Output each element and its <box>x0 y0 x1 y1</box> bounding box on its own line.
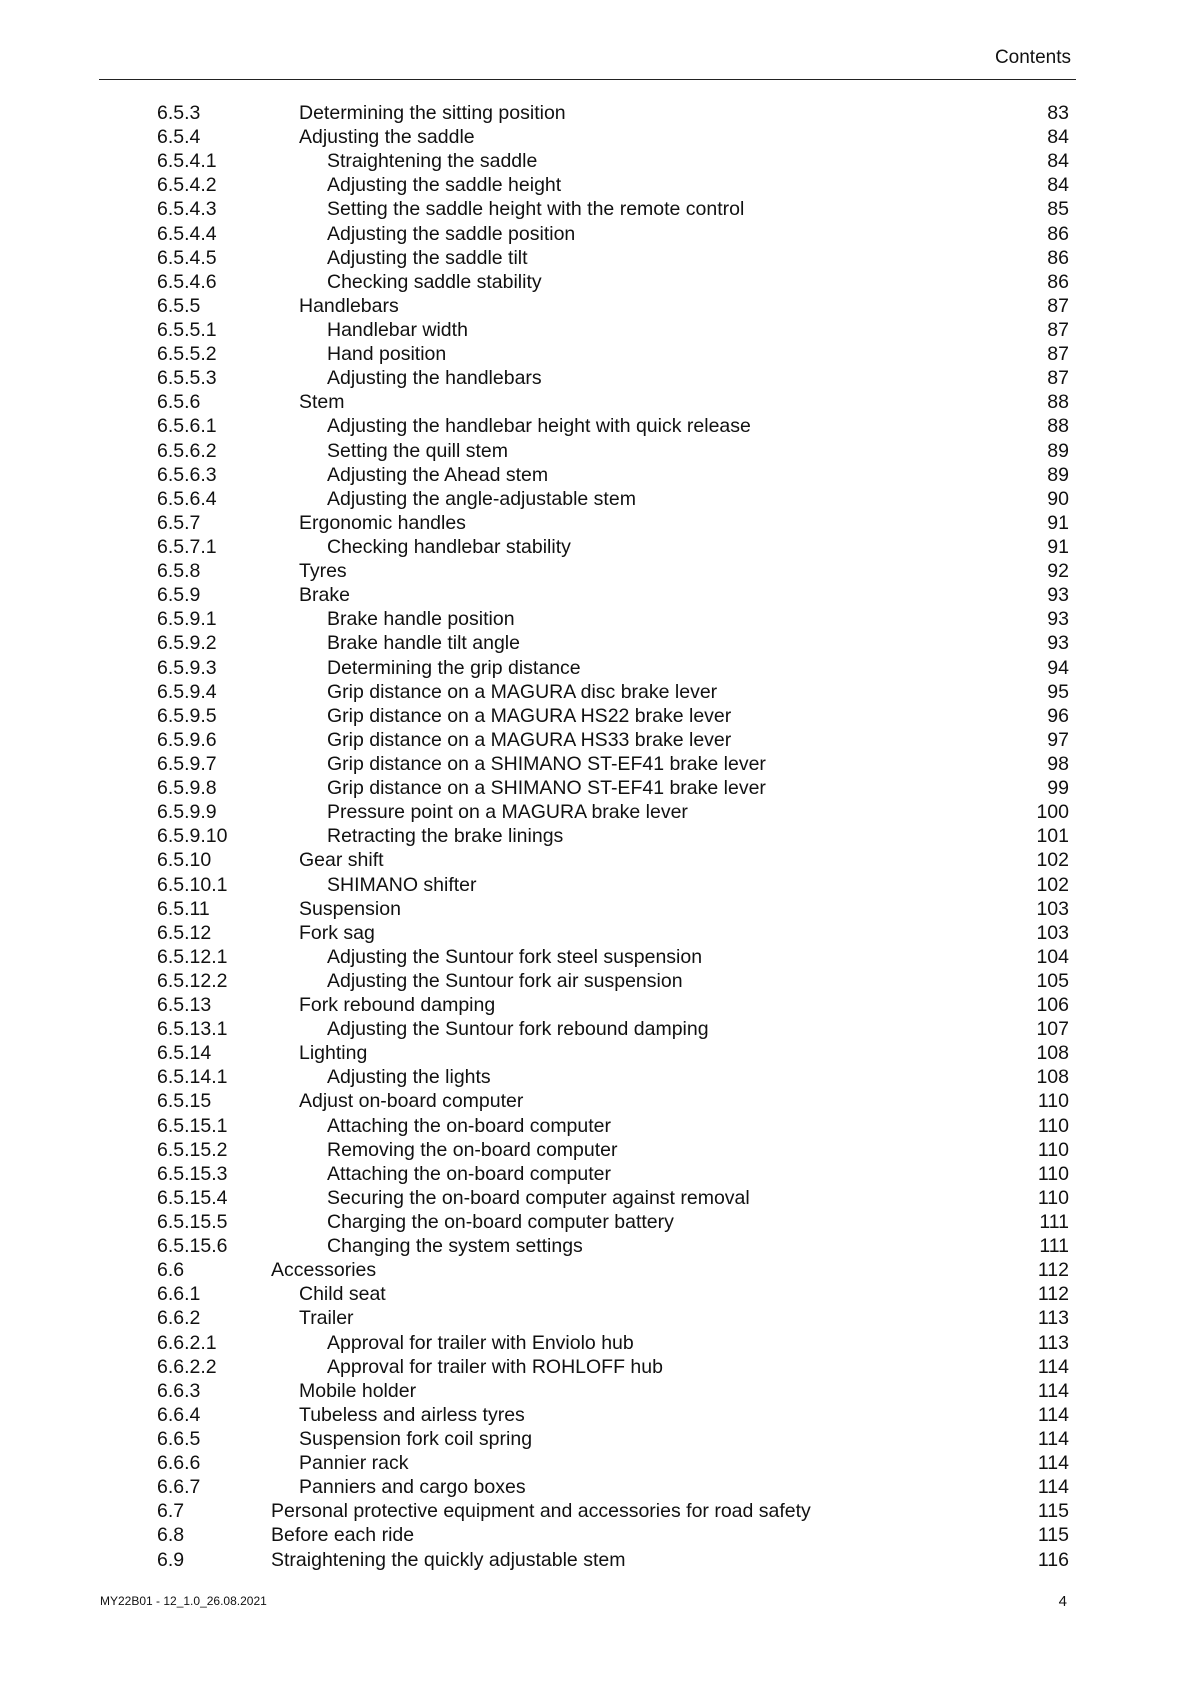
toc-entry[interactable] <box>0 1306 1179 1330</box>
toc-entry[interactable] <box>0 246 1179 270</box>
toc-entry[interactable] <box>0 873 1179 897</box>
toc-entry-title: Adjusting the Ahead stem <box>327 463 549 486</box>
toc-entry-number: 6.5.12.2 <box>157 969 228 992</box>
toc-entry-number: 6.5.14 <box>157 1042 212 1065</box>
footer-page-number: 4 <box>1058 1593 1067 1610</box>
toc-entry[interactable] <box>0 728 1179 752</box>
toc-entry-title: Child seat <box>299 1283 386 1306</box>
toc-entry[interactable] <box>0 704 1179 728</box>
toc-entry-page: 114 <box>1037 1403 1069 1426</box>
toc-entry-number: 6.5.9.4 <box>157 680 217 703</box>
toc-entry-number: 6.5.15 <box>157 1090 212 1113</box>
toc-entry-number: 6.5.12 <box>157 921 212 944</box>
toc-entry[interactable] <box>0 1089 1179 1113</box>
toc-entry-number: 6.5.9.9 <box>157 801 217 824</box>
toc-entry-page: 86 <box>1047 246 1069 269</box>
toc-entry[interactable] <box>0 1258 1179 1282</box>
toc-entry-title: Tyres <box>299 560 347 583</box>
toc-entry-title: Gear shift <box>299 849 384 872</box>
toc-entry-page: 92 <box>1047 560 1069 583</box>
toc-entry-page: 87 <box>1047 318 1069 341</box>
toc-entry-title: Checking handlebar stability <box>327 535 571 558</box>
toc-entry-number: 6.5.4.4 <box>157 222 217 245</box>
toc-entry[interactable] <box>0 270 1179 294</box>
toc-entry[interactable] <box>0 993 1179 1017</box>
toc-entry-number: 6.5.9.5 <box>157 704 217 727</box>
toc-entry-number: 6.5.6.2 <box>157 439 217 462</box>
toc-entry-page: 106 <box>1036 994 1069 1017</box>
toc-entry[interactable] <box>0 1017 1179 1041</box>
toc-entry-title: Lighting <box>299 1042 368 1065</box>
toc-entry-title: Adjusting the saddle tilt <box>327 246 528 269</box>
toc-entry[interactable] <box>0 1234 1179 1258</box>
toc-entry-page: 91 <box>1047 535 1069 558</box>
toc-entry-number: 6.5.4.5 <box>157 246 217 269</box>
toc-entry-page: 108 <box>1036 1042 1069 1065</box>
toc-entry-number: 6.5.15.6 <box>157 1235 228 1258</box>
toc-entry-page: 114 <box>1037 1476 1069 1499</box>
toc-entry-number: 6.5.15.4 <box>157 1186 228 1209</box>
toc-entry-number: 6.5.15.3 <box>157 1162 228 1185</box>
toc-entry-number: 6.6.1 <box>157 1283 201 1306</box>
toc-entry[interactable] <box>0 1186 1179 1210</box>
toc-entry-number: 6.5.11 <box>157 897 210 920</box>
toc-entry-title: Stem <box>299 391 345 414</box>
footer-document-id: MY22B01 - 12_1.0_26.08.2021 <box>100 1594 267 1608</box>
toc-entry-number: 6.6 <box>157 1259 185 1282</box>
toc-entry-page: 111 <box>1039 1235 1069 1258</box>
toc-entry[interactable] <box>0 1403 1179 1427</box>
table-of-contents <box>0 101 1179 1572</box>
toc-entry-page: 84 <box>1047 150 1069 173</box>
toc-entry-title: Attaching the on-board computer <box>327 1162 612 1185</box>
toc-entry[interactable] <box>0 1282 1179 1306</box>
toc-entry[interactable] <box>0 1331 1179 1355</box>
toc-entry-page: 103 <box>1036 921 1069 944</box>
toc-entry-title: Accessories <box>271 1259 377 1282</box>
toc-entry[interactable] <box>0 173 1179 197</box>
toc-entry[interactable] <box>0 824 1179 848</box>
toc-entry-page: 93 <box>1047 632 1069 655</box>
toc-entry-title: Adjusting the lights <box>327 1066 491 1089</box>
toc-entry[interactable] <box>0 366 1179 390</box>
toc-entry[interactable] <box>0 1451 1179 1475</box>
toc-entry-number: 6.5.14.1 <box>157 1066 228 1089</box>
toc-entry[interactable] <box>0 390 1179 414</box>
toc-entry-number: 6.5.9.6 <box>157 728 217 751</box>
toc-entry-title: Adjusting the angle-adjustable stem <box>327 487 636 510</box>
toc-entry-number: 6.6.6 <box>157 1452 201 1475</box>
toc-entry-number: 6.5.4.3 <box>157 198 217 221</box>
toc-entry[interactable] <box>0 1523 1179 1547</box>
toc-entry-number: 6.5.6.4 <box>157 487 217 510</box>
toc-entry-number: 6.7 <box>157 1500 185 1523</box>
toc-entry-number: 6.5.9.10 <box>157 825 228 848</box>
toc-entry-title: Straightening the quickly adjustable stem <box>271 1548 626 1571</box>
toc-entry-title: Grip distance on a MAGURA HS33 brake lever <box>327 728 732 751</box>
toc-entry[interactable] <box>0 656 1179 680</box>
toc-entry[interactable] <box>0 414 1179 438</box>
toc-entry-number: 6.5.9.2 <box>157 632 217 655</box>
toc-entry[interactable] <box>0 1548 1179 1572</box>
toc-entry-page: 87 <box>1047 367 1069 390</box>
toc-entry[interactable] <box>0 222 1179 246</box>
toc-entry-title: Suspension <box>299 897 401 920</box>
toc-entry-title: Removing the on-board computer <box>327 1138 618 1161</box>
toc-entry-number: 6.5.6.3 <box>157 463 217 486</box>
toc-entry-title: Handlebar width <box>327 318 468 341</box>
toc-entry-title: Pannier rack <box>299 1452 409 1475</box>
toc-entry-number: 6.5.9.3 <box>157 656 217 679</box>
toc-entry-page: 99 <box>1047 777 1069 800</box>
toc-entry-page: 86 <box>1047 222 1069 245</box>
toc-entry-title: Checking saddle stability <box>327 270 542 293</box>
toc-entry[interactable] <box>0 318 1179 342</box>
toc-entry-number: 6.5.4 <box>157 126 201 149</box>
toc-entry-title: Brake <box>299 584 350 607</box>
toc-entry-number: 6.6.2.2 <box>157 1355 217 1378</box>
toc-entry-number: 6.5.9.7 <box>157 752 217 775</box>
toc-entry-page: 116 <box>1037 1548 1069 1571</box>
toc-entry[interactable] <box>0 487 1179 511</box>
toc-entry-number: 6.5.7 <box>157 511 201 534</box>
toc-entry-title: Trailer <box>299 1307 354 1330</box>
toc-entry-number: 6.5.5.1 <box>157 318 217 341</box>
toc-entry[interactable] <box>0 848 1179 872</box>
toc-entry[interactable] <box>0 752 1179 776</box>
toc-entry-number: 6.5.12.1 <box>157 945 228 968</box>
toc-entry-page: 96 <box>1047 704 1069 727</box>
header-divider <box>99 79 1076 80</box>
toc-entry[interactable] <box>0 897 1179 921</box>
toc-entry-title: Adjusting the saddle position <box>327 222 576 245</box>
toc-entry-page: 87 <box>1047 343 1069 366</box>
toc-entry-page: 114 <box>1037 1452 1069 1475</box>
toc-entry-number: 6.5.8 <box>157 560 201 583</box>
toc-entry-title: Grip distance on a SHIMANO ST-EF41 brake lever <box>327 777 766 800</box>
toc-entry-number: 6.5.13.1 <box>157 1018 228 1041</box>
toc-entry[interactable] <box>0 1138 1179 1162</box>
toc-entry-page: 102 <box>1036 873 1069 896</box>
toc-entry-page: 107 <box>1036 1018 1069 1041</box>
toc-entry-page: 103 <box>1036 897 1069 920</box>
toc-entry[interactable] <box>0 921 1179 945</box>
toc-entry-title: Retracting the brake linings <box>327 825 564 848</box>
toc-entry[interactable] <box>0 607 1179 631</box>
page-header-title: Contents <box>994 47 1071 68</box>
toc-entry[interactable] <box>0 101 1179 125</box>
toc-entry-number: 6.5.13 <box>157 994 212 1017</box>
toc-entry-title: Grip distance on a SHIMANO ST-EF41 brake lever <box>327 752 766 775</box>
toc-entry-page: 93 <box>1047 608 1069 631</box>
toc-entry-title: Ergonomic handles <box>299 511 466 534</box>
toc-entry-number: 6.5.15.1 <box>157 1114 228 1137</box>
toc-entry-number: 6.5.15.5 <box>157 1211 228 1234</box>
toc-entry-title: Charging the on-board computer battery <box>327 1211 674 1234</box>
toc-entry-page: 94 <box>1047 656 1069 679</box>
toc-entry[interactable] <box>0 535 1179 559</box>
toc-entry-page: 113 <box>1037 1331 1069 1354</box>
toc-entry-number: 6.5.15.2 <box>157 1138 228 1161</box>
toc-entry-title: Determining the grip distance <box>327 656 581 679</box>
toc-entry-number: 6.5.4.6 <box>157 270 217 293</box>
toc-entry-page: 114 <box>1037 1428 1069 1451</box>
toc-entry[interactable] <box>0 776 1179 800</box>
toc-entry-title: Straightening the saddle <box>327 150 538 173</box>
toc-entry-number: 6.8 <box>157 1524 185 1547</box>
toc-entry-page: 88 <box>1047 391 1069 414</box>
toc-entry-title: Adjusting the Suntour fork rebound damping <box>327 1018 709 1041</box>
toc-entry-title: Tubeless and airless tyres <box>299 1403 525 1426</box>
toc-entry-page: 110 <box>1037 1138 1069 1161</box>
toc-entry-page: 114 <box>1037 1355 1069 1378</box>
toc-entry-number: 6.5.10 <box>157 849 212 872</box>
toc-entry-title: Adjusting the handlebars <box>327 367 542 390</box>
toc-entry-title: Adjusting the Suntour fork air suspension <box>327 969 683 992</box>
toc-entry-page: 97 <box>1047 728 1069 751</box>
toc-entry[interactable] <box>0 1210 1179 1234</box>
toc-entry[interactable] <box>0 1427 1179 1451</box>
toc-entry[interactable] <box>0 463 1179 487</box>
toc-entry[interactable] <box>0 1499 1179 1523</box>
toc-entry[interactable] <box>0 631 1179 655</box>
toc-entry-page: 90 <box>1047 487 1069 510</box>
toc-entry-number: 6.6.3 <box>157 1379 201 1402</box>
toc-entry-number: 6.5.4.2 <box>157 174 217 197</box>
toc-entry-page: 111 <box>1039 1211 1069 1234</box>
toc-entry-title: Adjust on-board computer <box>299 1090 524 1113</box>
toc-entry-page: 86 <box>1047 270 1069 293</box>
toc-entry[interactable] <box>0 583 1179 607</box>
toc-entry-page: 98 <box>1047 752 1069 775</box>
toc-entry-number: 6.6.2.1 <box>157 1331 217 1354</box>
toc-entry-title: Approval for trailer with Enviolo hub <box>327 1331 634 1354</box>
toc-entry-page: 113 <box>1037 1307 1069 1330</box>
toc-entry-number: 6.5.4.1 <box>157 150 217 173</box>
toc-entry-page: 91 <box>1047 511 1069 534</box>
toc-entry-page: 83 <box>1047 102 1069 124</box>
toc-entry-title: Mobile holder <box>299 1379 417 1402</box>
toc-entry-number: 6.5.9.8 <box>157 777 217 800</box>
toc-entry-number: 6.9 <box>157 1548 185 1571</box>
toc-entry-page: 108 <box>1036 1066 1069 1089</box>
toc-entry-page: 115 <box>1037 1500 1069 1523</box>
toc-entry-page: 84 <box>1047 174 1069 197</box>
toc-entry[interactable] <box>0 125 1179 149</box>
toc-entry-page: 105 <box>1036 969 1069 992</box>
toc-entry[interactable] <box>0 511 1179 535</box>
toc-entry-page: 100 <box>1036 801 1069 824</box>
toc-entry-title: Hand position <box>327 343 447 366</box>
toc-entry-number: 6.5.5.2 <box>157 343 217 366</box>
toc-entry-page: 89 <box>1047 439 1069 462</box>
toc-entry-page: 87 <box>1047 294 1069 317</box>
toc-entry[interactable] <box>0 559 1179 583</box>
toc-entry-title: Attaching the on-board computer <box>327 1114 612 1137</box>
toc-entry[interactable] <box>0 1065 1179 1089</box>
toc-entry-title: Fork rebound damping <box>299 994 496 1017</box>
toc-entry-title: Suspension fork coil spring <box>299 1428 533 1451</box>
toc-entry-number: 6.6.7 <box>157 1476 201 1499</box>
toc-entry-title: Changing the system settings <box>327 1235 583 1258</box>
toc-entry-page: 104 <box>1036 945 1069 968</box>
toc-entry-title: Securing the on-board computer against removal <box>327 1186 750 1209</box>
toc-entry-number: 6.5.10.1 <box>157 873 228 896</box>
toc-entry-number: 6.5.5.3 <box>157 367 217 390</box>
toc-entry-page: 102 <box>1036 849 1069 872</box>
toc-entry-page: 89 <box>1047 463 1069 486</box>
toc-entry-title: Adjusting the saddle <box>299 126 475 149</box>
toc-entry[interactable] <box>0 197 1179 221</box>
toc-entry-title: Adjusting the saddle height <box>327 174 562 197</box>
toc-entry-title: Before each ride <box>271 1524 415 1547</box>
toc-entry-page: 112 <box>1037 1283 1069 1306</box>
toc-entry-title: SHIMANO shifter <box>327 873 477 896</box>
toc-entry[interactable] <box>0 1379 1179 1403</box>
toc-entry-title: Grip distance on a MAGURA HS22 brake lever <box>327 704 732 727</box>
toc-entry[interactable] <box>0 1041 1179 1065</box>
toc-entry-title: Adjusting the handlebar height with quick release <box>327 415 751 438</box>
toc-entry-number: 6.6.5 <box>157 1428 201 1451</box>
toc-entry-page: 110 <box>1037 1186 1069 1209</box>
toc-entry-number: 6.6.4 <box>157 1403 201 1426</box>
toc-entry[interactable] <box>0 294 1179 318</box>
toc-entry-title: Fork sag <box>299 921 375 944</box>
toc-entry[interactable] <box>0 149 1179 173</box>
toc-entry-page: 93 <box>1047 584 1069 607</box>
toc-entry-number: 6.5.6 <box>157 391 201 414</box>
toc-entry-title: Setting the saddle height with the remote control <box>327 198 745 221</box>
toc-entry-title: Pressure point on a MAGURA brake lever <box>327 801 688 824</box>
toc-entry[interactable] <box>0 1114 1179 1138</box>
toc-entry-title: Adjusting the Suntour fork steel suspension <box>327 945 703 968</box>
toc-entry-page: 101 <box>1036 825 1069 848</box>
toc-entry-title: Grip distance on a MAGURA disc brake lever <box>327 680 718 703</box>
toc-entry-title: Panniers and cargo boxes <box>299 1476 526 1499</box>
toc-entry-number: 6.5.7.1 <box>157 535 217 558</box>
toc-entry-title: Brake handle position <box>327 608 515 631</box>
toc-entry-title: Brake handle tilt angle <box>327 632 520 655</box>
toc-entry[interactable] <box>0 1475 1179 1499</box>
toc-entry-number: 6.5.9.1 <box>157 608 217 631</box>
toc-entry-page: 85 <box>1047 198 1069 221</box>
toc-entry-page: 95 <box>1047 680 1069 703</box>
toc-entry[interactable] <box>0 1355 1179 1379</box>
toc-entry-number: 6.5.9 <box>157 584 201 607</box>
toc-entry-page: 114 <box>1037 1379 1069 1402</box>
toc-entry-page: 110 <box>1037 1162 1069 1185</box>
toc-entry-title: Personal protective equipment and accessories for road safety <box>271 1500 811 1523</box>
toc-entry-title: Handlebars <box>299 294 399 317</box>
toc-entry[interactable] <box>0 680 1179 704</box>
toc-entry-page: 84 <box>1047 126 1069 149</box>
toc-entry-title: Determining the sitting position <box>299 102 566 124</box>
toc-entry-title: Approval for trailer with ROHLOFF hub <box>327 1355 663 1378</box>
toc-entry-page: 110 <box>1037 1114 1069 1137</box>
toc-entry-page: 112 <box>1037 1259 1069 1282</box>
toc-entry[interactable] <box>0 439 1179 463</box>
toc-entry[interactable] <box>0 945 1179 969</box>
toc-entry-page: 110 <box>1037 1090 1069 1113</box>
toc-entry[interactable] <box>0 1162 1179 1186</box>
toc-entry[interactable] <box>0 800 1179 824</box>
toc-entry-number: 6.6.2 <box>157 1307 201 1330</box>
toc-entry[interactable] <box>0 969 1179 993</box>
toc-entry-title: Setting the quill stem <box>327 439 509 462</box>
toc-entry-page: 88 <box>1047 415 1069 438</box>
toc-entry-number: 6.5.6.1 <box>157 415 217 438</box>
toc-entry-number: 6.5.5 <box>157 294 201 317</box>
toc-entry[interactable] <box>0 342 1179 366</box>
toc-entry-number: 6.5.3 <box>157 102 201 124</box>
toc-entry-page: 115 <box>1037 1524 1069 1547</box>
